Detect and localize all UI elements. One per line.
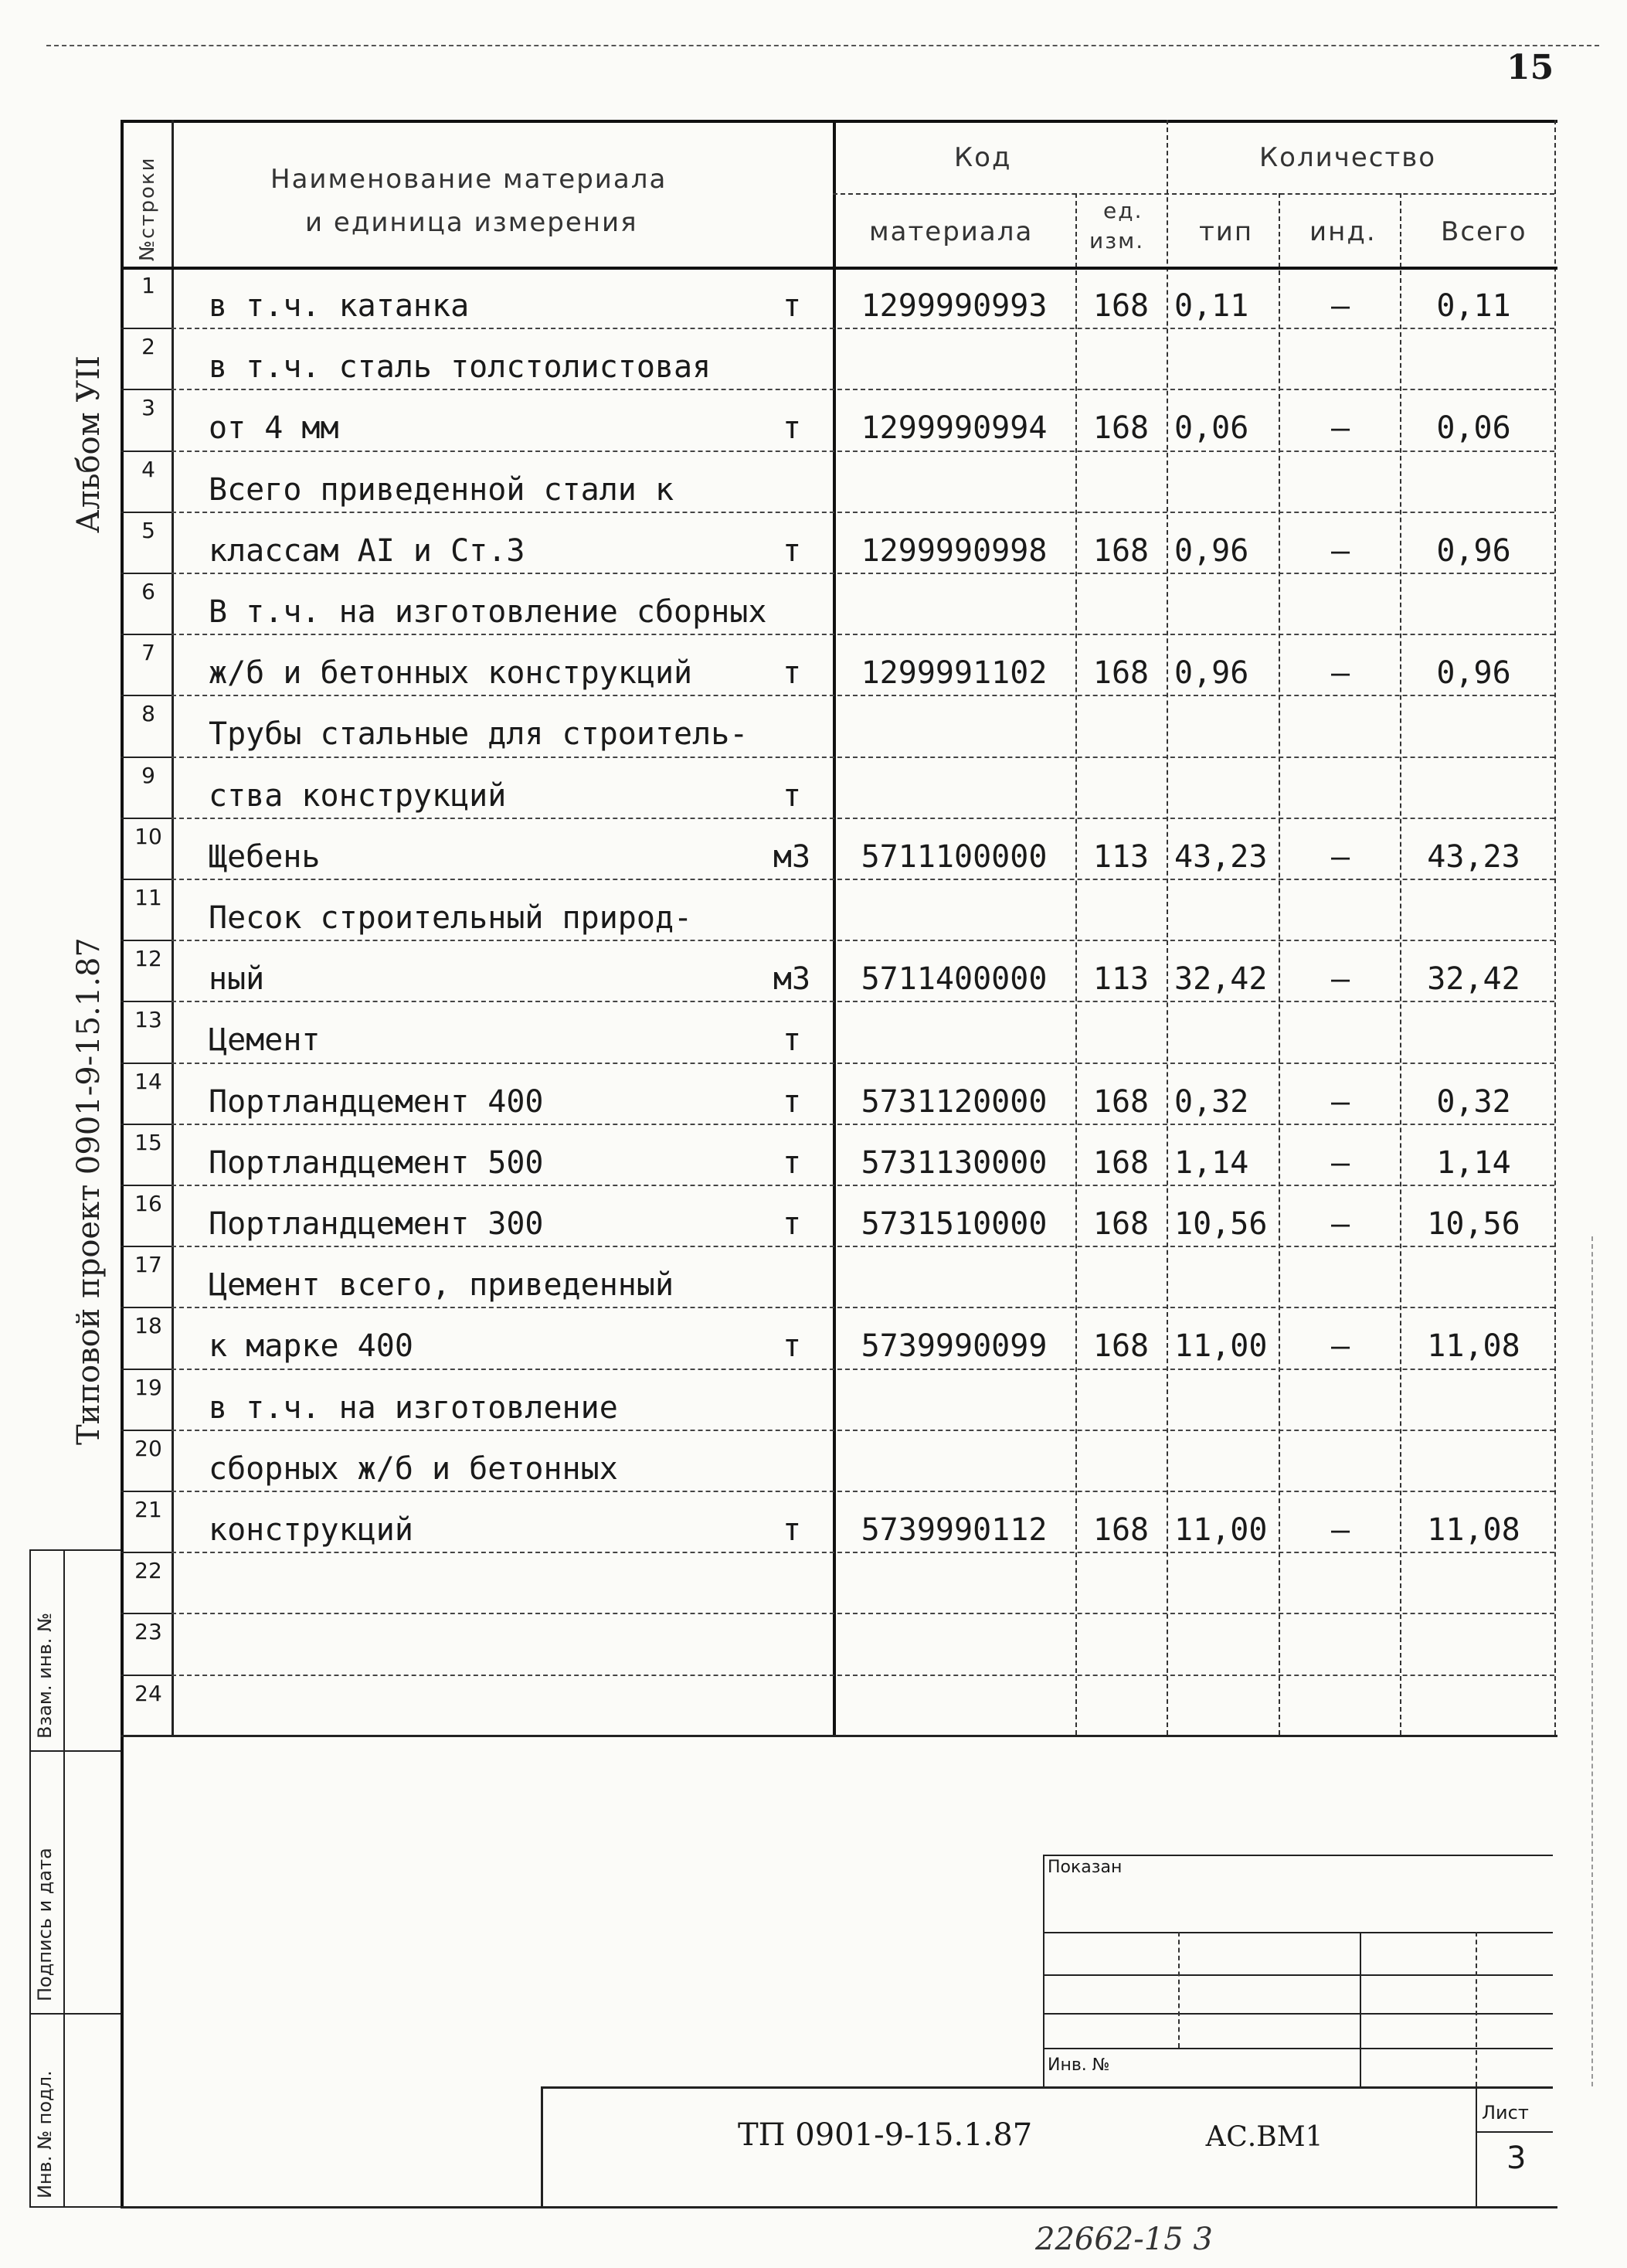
table-col-divider xyxy=(1075,193,1077,1735)
row-code: 5739990112 xyxy=(861,1512,1048,1548)
stamp-sheet-no: 3 xyxy=(1506,2140,1527,2176)
row-name: Портландцемент 300 xyxy=(209,1206,544,1242)
stamp-doc-code: ТП 0901-9-15.1.87 xyxy=(738,2117,1033,2153)
stamp-shown: Показан xyxy=(1048,1858,1123,1877)
row-code: 5731510000 xyxy=(861,1206,1048,1242)
row-num-divider xyxy=(121,1613,172,1614)
row-unit-code: 113 xyxy=(1092,838,1150,875)
row-qty-tip: 0,06 xyxy=(1174,410,1249,447)
row-num-divider xyxy=(121,1430,172,1431)
row-qty-tip: 0,96 xyxy=(1174,655,1249,692)
row-unit: т xyxy=(782,410,802,447)
row-num-divider xyxy=(121,1063,172,1064)
row-unit: т xyxy=(782,777,802,814)
row-divider xyxy=(172,634,1554,635)
row-divider xyxy=(172,328,1554,329)
row-qty-total: 0,06 xyxy=(1436,410,1511,447)
row-qty-tip: 0,96 xyxy=(1174,532,1249,569)
row-num-divider xyxy=(121,1124,172,1125)
row-num-divider xyxy=(121,389,172,390)
row-num: 19 xyxy=(134,1374,162,1400)
row-qty-tip: 10,56 xyxy=(1174,1206,1268,1242)
row-name: Портландцемент 400 xyxy=(209,1083,544,1120)
row-code: 1299990994 xyxy=(861,410,1048,447)
row-divider xyxy=(172,1063,1554,1064)
row-unit: т xyxy=(782,655,802,692)
header-nrow: №строки xyxy=(136,156,159,261)
table-col-divider xyxy=(1167,120,1168,1735)
row-name: Цемент всего, приведенный xyxy=(209,1267,674,1304)
row-num-divider xyxy=(121,818,172,819)
stamp-inv-no: Инв. № xyxy=(1048,2055,1110,2075)
row-unit-code: 168 xyxy=(1092,1328,1150,1365)
row-num: 7 xyxy=(141,640,155,666)
row-divider xyxy=(172,1307,1554,1308)
row-code: 1299990993 xyxy=(861,288,1048,324)
row-code: 5731120000 xyxy=(861,1083,1048,1120)
row-unit-code: 168 xyxy=(1092,1144,1150,1181)
row-qty-tip: 32,42 xyxy=(1174,961,1268,998)
row-num: 23 xyxy=(134,1619,162,1645)
top-rule xyxy=(46,45,1599,46)
row-qty-total: 0,11 xyxy=(1436,288,1511,324)
stamp-line xyxy=(1043,1855,1044,2086)
row-name: Портландцемент 500 xyxy=(209,1144,544,1181)
header-qty: Количество xyxy=(1259,142,1437,173)
row-name: Песок строительный природ- xyxy=(209,900,693,936)
row-num: 22 xyxy=(134,1558,162,1584)
row-unit: т xyxy=(782,1083,802,1120)
stamp-line xyxy=(1476,2131,1553,2133)
row-num: 21 xyxy=(134,1497,162,1522)
header-total: Всего xyxy=(1441,216,1527,247)
side-label-sign-date: Подпись и дата xyxy=(34,1848,56,2001)
table-col-divider xyxy=(172,120,174,1735)
page-number: 15 xyxy=(1506,48,1554,87)
row-num-divider xyxy=(121,695,172,696)
row-num-divider xyxy=(121,451,172,452)
row-unit-code: 168 xyxy=(1092,1083,1150,1120)
stamp-line xyxy=(1043,1855,1553,1856)
table-border-left xyxy=(121,120,124,2206)
row-qty-ind: – xyxy=(1330,1512,1350,1548)
row-num: 18 xyxy=(134,1313,162,1339)
side-label-inv-vzam: Взам. инв. № xyxy=(34,1613,56,1739)
row-num-divider xyxy=(121,1246,172,1247)
row-divider xyxy=(172,1430,1554,1431)
row-num: 4 xyxy=(141,456,155,482)
row-name: сборных ж/б и бетонных xyxy=(209,1450,618,1487)
row-name: в т.ч. сталь толстолистовая xyxy=(209,349,712,386)
row-qty-ind: – xyxy=(1330,1144,1350,1181)
bottom-number: 22662-15 3 xyxy=(1035,2222,1213,2257)
row-name: В т.ч. на изготовление сборных xyxy=(209,594,767,630)
row-qty-tip: 0,11 xyxy=(1174,288,1249,324)
row-num: 6 xyxy=(141,579,155,604)
row-qty-total: 11,08 xyxy=(1427,1512,1520,1548)
header-name-line2: и единица измерения xyxy=(305,207,638,238)
row-unit: т xyxy=(782,532,802,569)
row-num: 11 xyxy=(134,885,162,910)
row-name: от 4 мм xyxy=(209,410,339,447)
row-qty-total: 1,14 xyxy=(1436,1144,1511,1181)
row-num: 12 xyxy=(134,946,162,972)
side-frame-line xyxy=(29,1549,121,1551)
header-ind: инд. xyxy=(1309,216,1377,247)
row-code: 1299991102 xyxy=(861,655,1048,692)
row-unit-code: 168 xyxy=(1092,655,1150,692)
row-code: 5711100000 xyxy=(861,838,1048,875)
table-col-divider xyxy=(833,120,836,1735)
row-name: ж/б и бетонных конструкций xyxy=(209,655,693,692)
row-num-divider xyxy=(121,1491,172,1492)
row-divider xyxy=(172,451,1554,452)
row-num-divider xyxy=(121,1307,172,1308)
row-divider xyxy=(172,1675,1554,1676)
side-frame-line xyxy=(29,2013,121,2015)
row-divider xyxy=(172,940,1554,941)
stamp-line xyxy=(1476,2086,1477,2206)
table-bottom-rule xyxy=(121,1735,1557,1737)
row-qty-ind: – xyxy=(1330,288,1350,324)
row-divider xyxy=(172,818,1554,819)
row-name: в т.ч. на изготовление xyxy=(209,1389,618,1426)
row-qty-total: 0,96 xyxy=(1436,655,1511,692)
row-unit: т xyxy=(782,1144,802,1181)
row-unit-code: 168 xyxy=(1092,1512,1150,1548)
header-code: Код xyxy=(954,142,1012,173)
row-num: 3 xyxy=(141,395,155,421)
row-num: 24 xyxy=(134,1680,162,1706)
row-name: ный xyxy=(209,961,265,998)
row-unit: т xyxy=(782,288,802,324)
row-qty-ind: – xyxy=(1330,961,1350,998)
row-num-divider xyxy=(121,1001,172,1002)
row-divider xyxy=(172,1246,1554,1247)
row-num-divider xyxy=(121,1369,172,1370)
row-qty-ind: – xyxy=(1330,532,1350,569)
row-divider xyxy=(172,1185,1554,1186)
row-qty-total: 32,42 xyxy=(1427,961,1520,998)
row-code: 5731130000 xyxy=(861,1144,1048,1181)
stamp-line xyxy=(541,2086,1553,2089)
row-qty-total: 0,96 xyxy=(1436,532,1511,569)
row-qty-total: 11,08 xyxy=(1427,1328,1520,1365)
row-num-divider xyxy=(121,634,172,635)
row-divider xyxy=(172,1369,1554,1370)
row-num-divider xyxy=(121,757,172,758)
row-qty-tip: 1,14 xyxy=(1174,1144,1249,1181)
row-divider xyxy=(172,695,1554,696)
row-unit-code: 113 xyxy=(1092,961,1150,998)
header-tip: тип xyxy=(1199,216,1254,247)
row-unit: т xyxy=(782,1022,802,1059)
row-name: к марке 400 xyxy=(209,1328,413,1365)
row-unit-code: 168 xyxy=(1092,410,1150,447)
row-unit: т xyxy=(782,1328,802,1365)
row-unit-code: 168 xyxy=(1092,1206,1150,1242)
stamp-line xyxy=(121,2206,1557,2208)
row-divider xyxy=(172,389,1554,390)
row-num-divider xyxy=(121,328,172,329)
row-qty-total: 0,32 xyxy=(1436,1083,1511,1120)
row-name: в т.ч. катанка xyxy=(209,288,470,324)
row-name: классам AI и Ст.3 xyxy=(209,532,525,569)
row-divider xyxy=(172,1552,1554,1553)
header-sub-rule xyxy=(833,193,1554,195)
row-name: Всего приведенной стали к xyxy=(209,471,674,508)
stamp-line xyxy=(1178,1932,1180,2048)
side-label-inv-podl: Инв. № подл. xyxy=(34,2070,56,2198)
row-qty-total: 10,56 xyxy=(1427,1206,1520,1242)
row-num-divider xyxy=(121,879,172,880)
row-num: 2 xyxy=(141,334,155,360)
row-num-divider xyxy=(121,512,172,513)
stamp-line xyxy=(1476,1932,1477,2086)
row-num: 15 xyxy=(134,1129,162,1155)
row-divider xyxy=(172,879,1554,880)
row-qty-tip: 11,00 xyxy=(1174,1512,1268,1548)
row-num: 17 xyxy=(134,1252,162,1278)
row-divider xyxy=(172,757,1554,758)
table-border-top xyxy=(121,120,1557,123)
row-num: 5 xyxy=(141,517,155,543)
header-unit-line1: ед. xyxy=(1103,198,1143,223)
side-frame-line xyxy=(29,1549,31,2206)
table-col-divider xyxy=(1400,193,1401,1735)
row-qty-tip: 0,32 xyxy=(1174,1083,1249,1120)
row-unit: т xyxy=(782,1512,802,1548)
row-num: 10 xyxy=(134,823,162,849)
stamp-line xyxy=(1360,1932,1361,2086)
row-divider xyxy=(172,573,1554,574)
row-name: конструкций xyxy=(209,1512,413,1548)
row-code: 5711400000 xyxy=(861,961,1048,998)
row-qty-ind: – xyxy=(1330,1083,1350,1120)
row-num: 13 xyxy=(134,1007,162,1033)
row-unit: т xyxy=(782,1206,802,1242)
row-qty-ind: – xyxy=(1330,838,1350,875)
side-frame-line xyxy=(63,1549,65,2206)
side-label-album: Альбом УII xyxy=(71,355,107,533)
row-unit-code: 168 xyxy=(1092,288,1150,324)
row-qty-ind: – xyxy=(1330,410,1350,447)
right-edge-rule xyxy=(1591,1236,1593,2086)
row-num: 1 xyxy=(141,273,155,298)
stamp-line xyxy=(541,2086,543,2206)
stamp-section: АС.ВМ1 xyxy=(1205,2121,1323,2153)
row-num: 14 xyxy=(134,1068,162,1094)
side-frame-line xyxy=(29,2206,121,2208)
row-num-divider xyxy=(121,1675,172,1676)
row-num-divider xyxy=(121,940,172,941)
row-num: 16 xyxy=(134,1191,162,1216)
row-qty-ind: – xyxy=(1330,655,1350,692)
stamp-sheet-label: Лист xyxy=(1482,2102,1529,2123)
row-name: Трубы стальные для строитель- xyxy=(209,716,749,753)
row-name: ства конструкций xyxy=(209,777,507,814)
row-unit-code: 168 xyxy=(1092,532,1150,569)
row-name: Щебень xyxy=(209,838,321,875)
side-label-project: Типовой проект 0901-9-15.1.87 xyxy=(71,937,107,1445)
row-unit: м3 xyxy=(773,838,811,875)
row-qty-total: 43,23 xyxy=(1427,838,1520,875)
header-unit-line2: изм. xyxy=(1089,228,1145,253)
row-num-divider xyxy=(121,573,172,574)
row-num: 20 xyxy=(134,1435,162,1461)
row-code: 5739990099 xyxy=(861,1328,1048,1365)
header-material: материала xyxy=(869,216,1034,247)
row-qty-tip: 11,00 xyxy=(1174,1328,1268,1365)
row-name: Цемент xyxy=(209,1022,321,1059)
row-code: 1299990998 xyxy=(861,532,1048,569)
header-bottom-rule xyxy=(121,267,1557,270)
row-num: 8 xyxy=(141,701,155,727)
row-divider xyxy=(172,1491,1554,1492)
row-qty-tip: 43,23 xyxy=(1174,838,1268,875)
row-num: 9 xyxy=(141,762,155,788)
table-col-divider xyxy=(1554,120,1556,1735)
side-frame-line xyxy=(29,1750,121,1752)
row-qty-ind: – xyxy=(1330,1328,1350,1365)
row-qty-ind: – xyxy=(1330,1206,1350,1242)
row-divider xyxy=(172,1613,1554,1614)
row-divider xyxy=(172,512,1554,513)
row-num-divider xyxy=(121,1552,172,1553)
row-unit: м3 xyxy=(773,961,811,998)
row-num-divider xyxy=(121,1185,172,1186)
row-divider xyxy=(172,1001,1554,1002)
row-divider xyxy=(172,1124,1554,1125)
header-name-line1: Наименование материала xyxy=(270,164,667,195)
